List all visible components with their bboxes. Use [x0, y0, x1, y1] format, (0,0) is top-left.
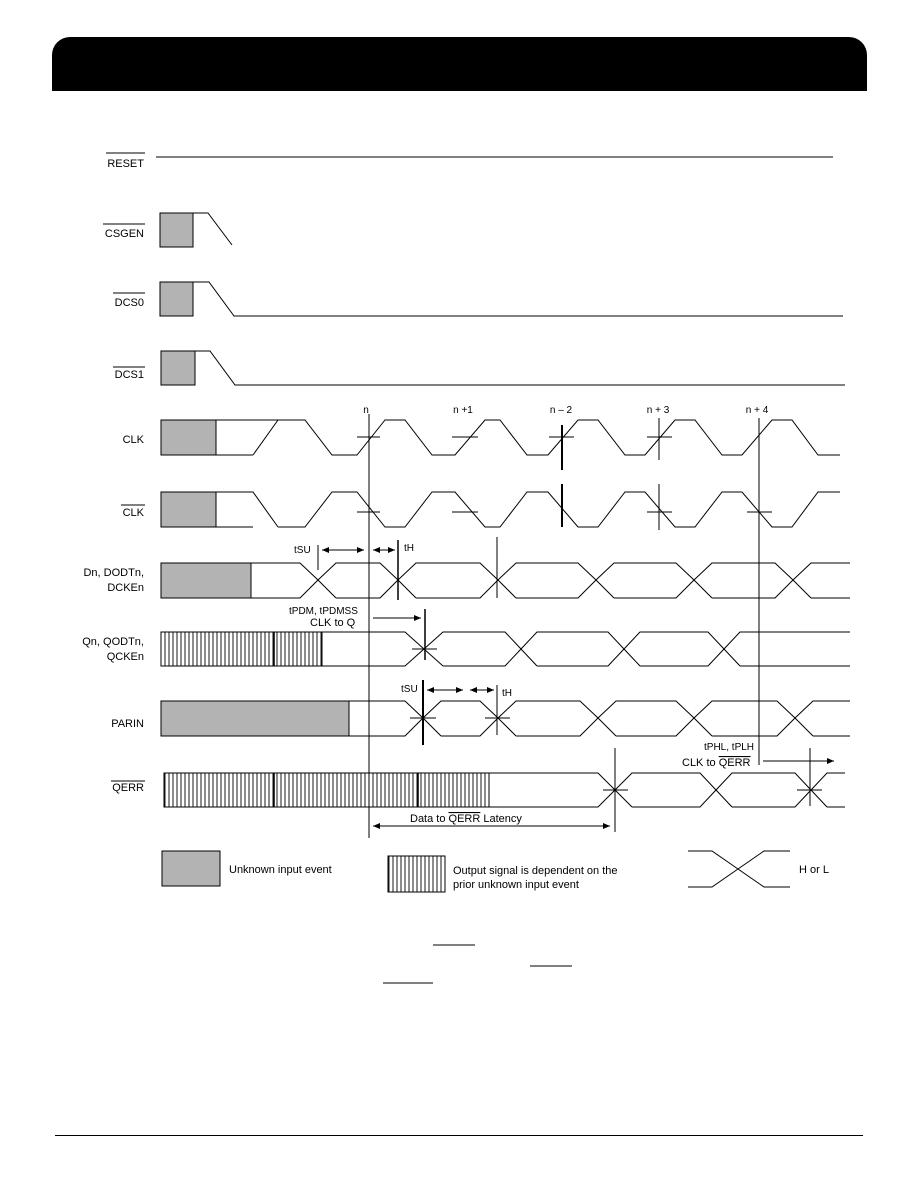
legend-dependent-swatch — [388, 856, 445, 892]
dn-unknown-box — [161, 563, 251, 598]
annotation-tphl-line1: tPHL, tPLH — [704, 742, 755, 753]
label-qerr: QERR — [112, 782, 144, 794]
label-clk: CLK — [122, 434, 144, 446]
annotation-tsu: tSU — [294, 545, 311, 556]
clk-unknown-box — [161, 420, 216, 455]
label-dcs0: DCS0 — [114, 297, 144, 309]
footer-rule — [55, 1135, 863, 1136]
annotation-th: tH — [404, 543, 414, 554]
dcs0-waveform — [193, 282, 843, 316]
dcs1-waveform — [195, 351, 845, 385]
legend-dependent-line2: prior unknown input event — [453, 879, 579, 891]
annotation-tpdm-line1: tPDM, tPDMSS — [289, 606, 358, 617]
label-qn-line2: QCKEn — [106, 651, 144, 663]
csgen-waveform — [193, 213, 232, 245]
cycle-label-1: n +1 — [453, 405, 473, 416]
cycle-label-2: n – 2 — [549, 405, 573, 416]
annotation-tsu2: tSU — [401, 684, 418, 695]
label-dn-line2: DCKEn — [107, 582, 144, 594]
label-dcs1: DCS1 — [114, 369, 144, 381]
legend-unknown-text: Unknown input event — [229, 864, 332, 876]
qn-dependent-box — [161, 632, 322, 666]
label-parin: PARIN — [111, 718, 144, 730]
cycle-label-3: n + 3 — [646, 405, 670, 416]
parin-unknown-box — [161, 701, 349, 736]
dn-waveform — [251, 563, 336, 598]
label-qn-line1: Qn, QODTn, — [82, 636, 144, 648]
annotation-latency: Data to QERR Latency — [410, 813, 522, 825]
label-clk-n: CLK — [122, 507, 144, 519]
dcs1-unknown-box — [161, 351, 195, 385]
legend-unknown-swatch — [162, 851, 220, 886]
qerr-dependent-box — [164, 773, 489, 807]
csgen-unknown-box — [160, 213, 193, 247]
cycle-label-0: n — [363, 405, 369, 416]
annotation-th2: tH — [502, 688, 512, 699]
dcs0-unknown-box — [160, 282, 193, 316]
annotation-tpdm-line2: CLK to Q — [310, 617, 356, 629]
cycle-label-4: n + 4 — [745, 405, 769, 416]
label-csgen: CSGEN — [104, 228, 144, 240]
legend-hl-text: H or L — [799, 864, 829, 876]
label-dn-line1: Dn, DODTn, — [83, 567, 144, 579]
clk-n-waveform — [216, 492, 278, 527]
legend-hl-swatch — [688, 851, 790, 887]
label-reset: RESET — [107, 158, 144, 170]
clk-n-unknown-box — [161, 492, 216, 527]
annotation-tphl-line2: CLK to QERR — [682, 757, 751, 769]
legend-dependent-line1: Output signal is dependent on the — [453, 865, 618, 877]
